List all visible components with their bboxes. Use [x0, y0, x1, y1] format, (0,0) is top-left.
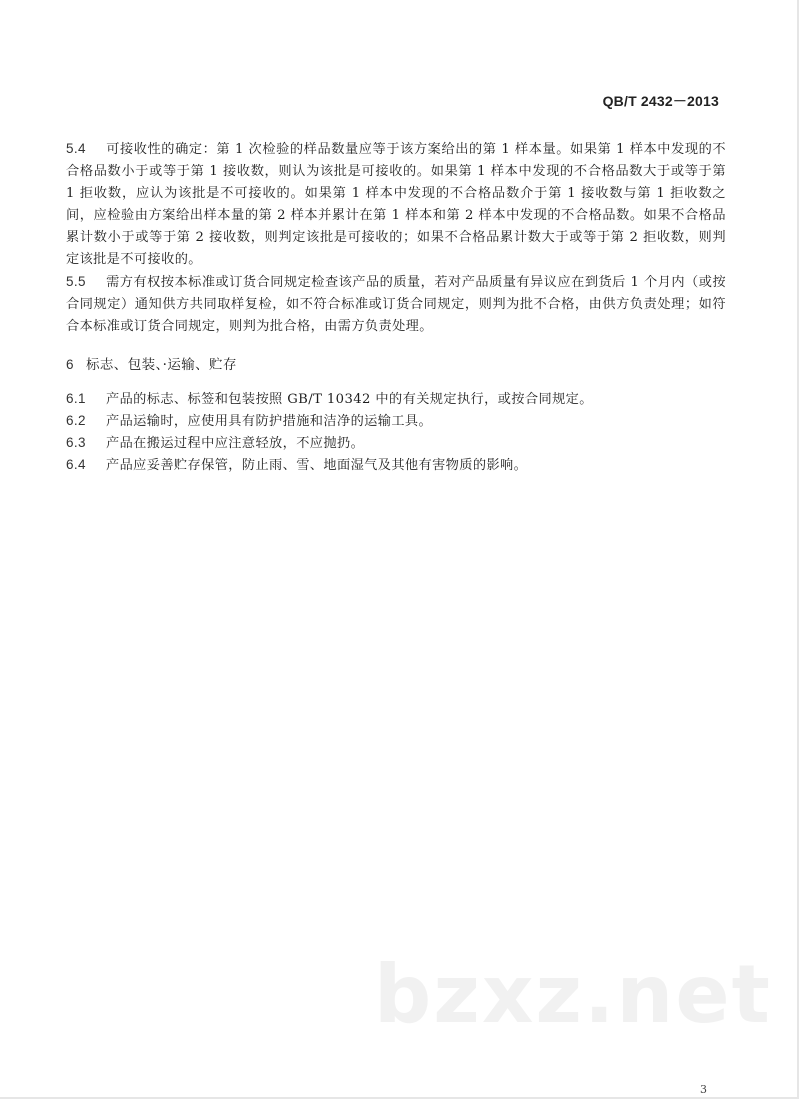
clause-number: 5.5 [66, 274, 86, 289]
section-6-clauses [66, 388, 726, 476]
clause-number: 6.3 [66, 435, 86, 450]
section-6-heading [66, 354, 726, 376]
clause-text: 产品在搬运过程中应注意轻放，不应抛扔。 [106, 436, 365, 451]
section-number: 6 [66, 357, 74, 372]
clause-5-4 [66, 138, 726, 271]
clause-6-2 [66, 410, 726, 432]
section-title: 标志、包装、·运输、贮存 [86, 357, 237, 373]
clause-text: 可接收性的确定：第 1 次检验的样品数量应等于该方案给出的第 1 样本量。如果第 1 样本中发现的不合格品数小于或等于第 1 接收数，则认为该批是可接收的。如果第 1 样本中发现的不合格品数大于或等于第 1 拒收数，应认为该批是不可接收的。如果第 1 样本中发现的不合格品数介于第 1 接收数与第 1 拒收数之间，应检验由方案给出样本量的第 2 样本并累计在第 1 样本和第 2 样本中发现的不合格品数。如果不合格品累计数小于或等于第 2 接收数，则判定该批是可接收的；如果不合格品累计数大于或等于第 2 拒收数，则判定该批是不可接收的。 [66, 142, 726, 267]
clause-text: 产品应妥善贮存保管，防止雨、雪、地面湿气及其他有害物质的影响。 [106, 458, 528, 473]
clause-6-3 [66, 432, 726, 454]
clause-number: 6.2 [66, 413, 86, 428]
clause-6-1 [66, 388, 726, 410]
clause-5-5 [66, 271, 726, 338]
page-number: 3 [700, 1083, 707, 1096]
clause-number: 6.4 [66, 457, 86, 472]
watermark: bzxz.net [374, 948, 772, 1041]
clause-number: 6.1 [66, 391, 86, 406]
clause-number: 5.4 [66, 141, 86, 156]
clause-text: 产品运输时，应使用具有防护措施和洁净的运输工具。 [106, 414, 433, 429]
clause-text: 需方有权按本标准或订货合同规定检查该产品的质量，若对产品质量有异议应在到货后 1 个月内（或按合同规定）通知供方共同取样复检，如不符合标准或订货合同规定，则判为批不合格，由供方负责处理；如符合本标准或订货合同规定，则判为批合格，由需方负责处理。 [66, 275, 726, 334]
standard-code-header: QB/T 2432－2013 [602, 93, 719, 109]
clause-6-4 [66, 454, 726, 476]
clause-text: 产品的标志、标签和包装按照 GB/T 10342 中的有关规定执行，或按合同规定。 [106, 392, 593, 407]
document-body [66, 138, 726, 476]
